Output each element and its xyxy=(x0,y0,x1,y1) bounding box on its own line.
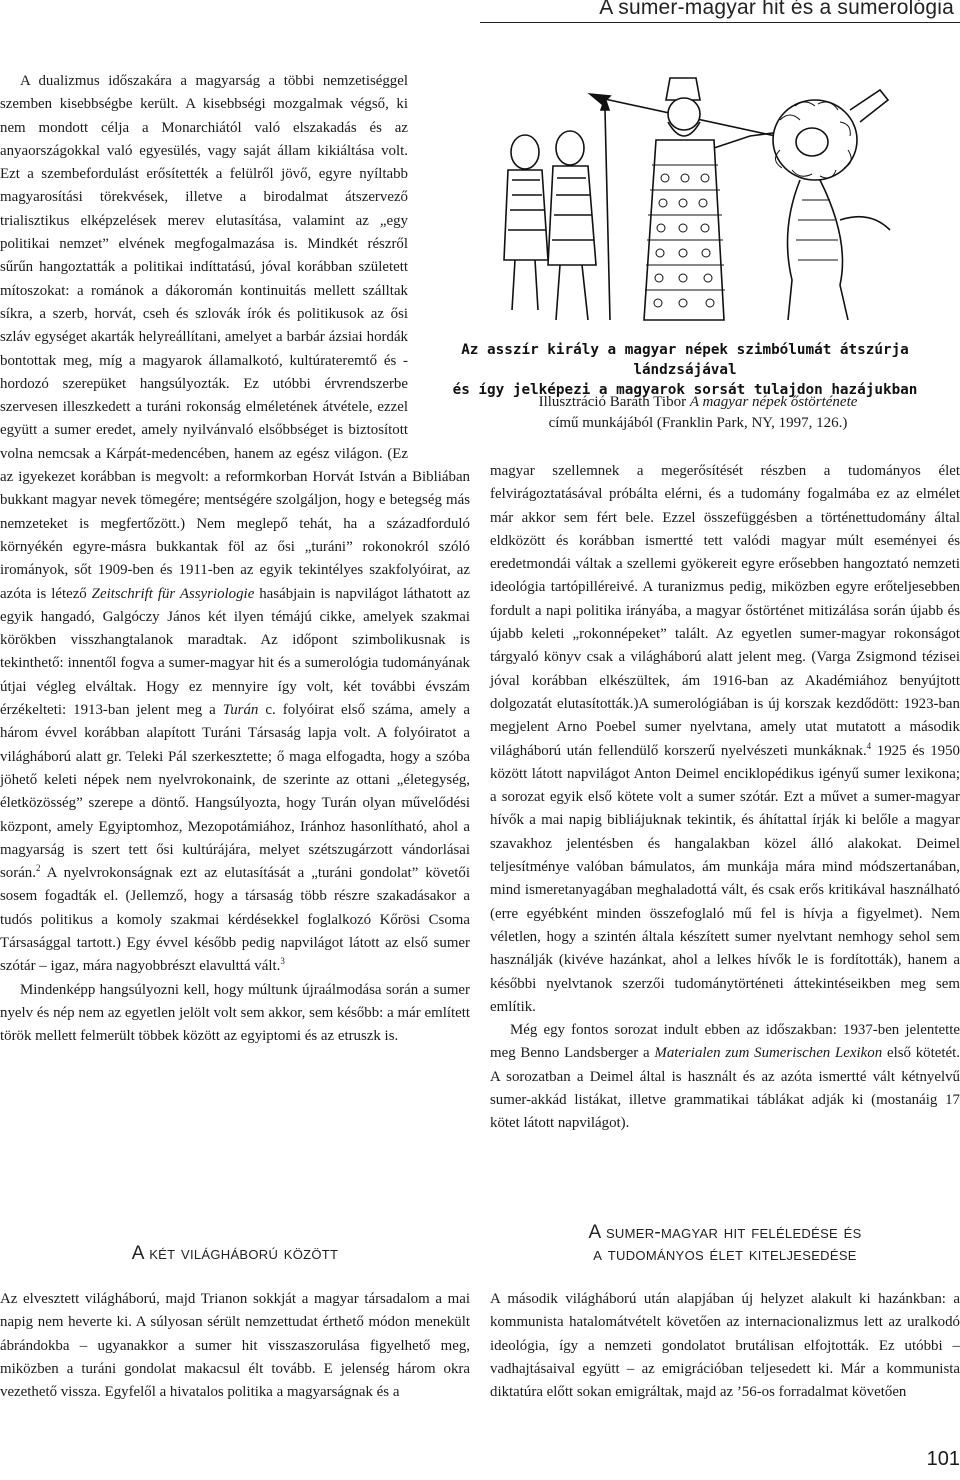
paragraph: Az elvesztett világháború, majd Trianon sokkját a magyar társadalom a mai napig nem heverte ki. A súlyosan sérült nemzettudat érthető módon menekült ábrándokba – ugyanakkor a sumer hit visszaszorulása figyelhető meg, miközben a turáni gondolat makacsul élt tovább. E jelenség három okra vezethető vissza. Egyfelől a hivatalos politika a magyarságnak és a xyxy=(0,1291,470,1401)
italic-journal-title: Turán xyxy=(222,702,259,719)
text-run: Még egy fontos sorozat indult ebben az időszakban: 1937-ben jelentette meg Benno Landsberger a xyxy=(490,1022,960,1062)
attendant-head xyxy=(556,131,584,165)
text-run: hasábjain is napvilágot láthatott az egyik hangadó, Galgóczy János két ilyen témájú cikke, amelyek szakmai körökben visszhangtalanok maradtak. Az időpont szimbolikusnak is tekinthető: innentől fogva a sumer-magyar hit és a sumerológia tudományának útjai végleg elváltak. Hogy ez mennyire így volt, két további évszám érzékelteti: 1913-ban jelent meg a xyxy=(0,585,470,719)
caption-text: Illusztráció Baráth Tibor xyxy=(538,394,690,410)
section-heading xyxy=(490,1222,960,1266)
paragraph xyxy=(490,1019,960,1135)
text-run: 1925 és 1950 között látott napvilágot Anton Deimel enciklopédikus igényű sumer lexikona; a sorozat egyik első kötete volt a sumer szótár. Ezt a művet a sumer-magyar hívők a mai napig bibliájuknak tekintik, és áhítattal írják ki belőle a magyar szavakhoz jelentésben és hangalakban közel álló alakokat. Deimel teljesítménye valóban bámulatos, ám munkája mára mind módszertanában, mind ismeretanyagában meghaladottá vált, és csak erős kritikával használható (erre egyébként minden összefoglaló mű fel is hívja a figyelmet). Nem véletlen, hogy a szintén általa készített sumer nyelvtant nemhogy sehol sem használják (kivéve hazánkat, ahol a lelkes hívők le is fordították), hanem a későbbi nyelvtanok szerzői tudománytörténeti áttekintéseikben meg sem említik. xyxy=(490,742,960,1015)
paragraph: A második világháború után alapjában új helyzet alakult ki hazánkban: a kommunista hatalomátvételt követően az internacionalizmus lett az uralkodó ideológia, így a nemzeti gondolatot brutálisan elfojtották. Ez utóbbi – vadhajtásaival együtt – az emigrációban teljesedett ki. Már a kommunista diktatúra előtt sokan emigráltak, majd az ’56-os forradalmat követően xyxy=(490,1291,960,1401)
king-crown xyxy=(666,78,700,100)
section-heading-line: a tudományos élet kiteljesedése xyxy=(593,1244,857,1265)
caption-book-title: A magyar népek őstörténete xyxy=(689,394,858,410)
right-column-text xyxy=(490,460,960,1136)
king-robe xyxy=(644,140,724,320)
section-heading: A két világháború között xyxy=(131,1243,339,1264)
italic-journal-title: Zeitschrift für Assyriologie xyxy=(91,585,255,602)
relief-inscription-line: és így jelképezi a magyarok sorsát tulajdon hazájukban xyxy=(452,382,918,398)
lion-face xyxy=(796,128,828,156)
section-heading-line: A sumer-magyar hit feléledése és xyxy=(588,1222,862,1243)
text-run: magyar szellemnek a megerősítését részben a tudományos élet felvirágoztatásával próbálta elérni, és a tudomány fogalmába ez az elmélet már akkor sem fért bele. Ezzel összefüggésben a történettudomány által eldközött és korábban ismertté tett valódi magyar múlt eseményei és eredetmondái váltak a szellemi gyökereit egyre erősebben hangoztató nemzeti ideológia tartópilléreivé. A turanizmus pedig, miközben egyre erőteljesebben fordult a napi politika irányába, a magyar őstörténet mitizálása során újabb és újabb keleti „rokonnépeket” talált. Az egyetlen sumer-magyar rokonságot tárgyaló könyv csak a világháború alatt jelent meg. (Varga Zsigmond tézisei jóval korábban elkészültek, ám 1916-ban az Akadémiához benyújtott dolgozatát elutasították.)A sumerológiában is új korszak kezdődött: 1923-ban megjelent Arno Poebel sumer nyelvtana, amely utat mutatott a második világháború után fellendülő korszerű nyelvészeti munkáknak. xyxy=(490,463,960,759)
text-run: első kötetét. A sorozatban a Deimel által is használt és az azóta ismertté vált kétnyelvű sumer-akkád listákat, illetve grammatikai táblákat adják ki (mostanáig 17 kötet látott napvilágot). xyxy=(490,1045,960,1132)
lion-body xyxy=(788,180,849,320)
attendant-head xyxy=(511,135,539,169)
footnote-marker[interactable]: 3 xyxy=(280,956,285,967)
footnote-marker[interactable]: 2 xyxy=(35,863,41,874)
paragraph xyxy=(0,70,470,979)
paragraph xyxy=(490,460,960,1019)
text-run: c. folyóirat első száma, amely a három évvel korábban alapított Turáni Társaság lapja volt. A folyóiratot a világháború alatt gr. Teleki Pál szerkesztette; ő maga elfogadta, hogy a szóba jöhető keleti népek nem nyelvrokonaink, de szerinte az ottani „életegység, életközösség” szerepe a döntő. Hangsúlyozta, hogy Turán olyan művelődési központ, amely Egyiptomhoz, Mezopotámiához, Iránhoz hasonlítható, ahol a magyarság is szert tett ősi kultúrájára, melyet szétszugárzott vándorlásai során. xyxy=(0,702,470,882)
header-rule xyxy=(480,22,960,23)
illustration-caption xyxy=(478,392,918,434)
relief-inscription xyxy=(425,340,945,400)
footnote-marker[interactable]: 4 xyxy=(866,740,872,751)
right-section-text xyxy=(490,1288,960,1404)
text-run: A dualizmus időszakára a magyarság a többi nemzetiséggel szemben kisebbségbe került. A kisebbségi mozgalmak végső, ki nem mondott célja a Monarchiától való elszakadás és az anyaországokkal való egyesülés, vagy saját állam kikiáltása volt. Ezt a szembefordulást erősítették a felülről jövő, egyre nyíltabb magyarosítási törekvések, illetve a birodalmat átszervező trialisztikus elképzelések merev elutasítása, valamint az „egy politikai nemzet” elvének megfogalmazása is. Mindkét részről sűrűn hangoztatták a politikai indíttatású, jóval korábban született mítoszokat: a románok a dákoromán kontinuitás mellett szálltak síkra, a szerb, horvát, cseh és szlovák írók és politikusok az ősi szláv egységet akarták helyreállítani, amelyet a barbár ázsiai hordák bontottak meg, míg a magyarok államalkotó, kultúrateremtő és -hordozó szerepüket hangsúlyozták. Ez utóbbi érvrendszerbe szervesen illeszkedett a turáni rokonság elméletének átvétele, ezzel együtt a sumer eredet, amely nyilvánvaló elsőbbséget is biztosított volna nemcsak a Kárpát-medencében, hanem az egész világon. (Ez az igyekezet korábban is megvolt: a reformkorban Horvát István a Bibliában bukkant magyar nevek tömegére; mentségére szolgáljon, hogy e betegség más nemzeteket is megfertőzött.) Nem meglepő tehát, ha a századforduló környékén egyre-másra bukkantak föl az ősi „turáni” rokonokról szóló irományok, sőt 1909-ben és 1911-ben az egyik tekintélyes szakfolyóirat, az azóta is létező xyxy=(0,73,470,602)
left-column-text xyxy=(0,70,470,1200)
left-section-text xyxy=(0,1288,470,1404)
page-number: 101 xyxy=(926,1448,960,1470)
caption-text: című munkájából (Franklin Park, NY, 1997, 126.) xyxy=(548,415,848,431)
attendant-spear xyxy=(605,110,610,320)
relief-inscription-line: Az asszír király a magyar népek szimbólumát átszúrja lándzsájával xyxy=(461,342,909,378)
paragraph: Mindenképp hangsúlyozni kell, hogy múltunk újraálmodása során a sumer nyelv és nép nem az egyetlen jelölt volt sem akkor, sem később: a már említett török mellett felmerült többek között az egyiptomi és az etruszk is. xyxy=(0,981,470,1045)
italic-series-title: Materialen zum Sumerischen Lexikon xyxy=(654,1045,883,1062)
running-header-title: A sumer-magyar hit és a sumerológia xyxy=(599,0,954,19)
relief-drawing xyxy=(420,70,960,340)
text-run: A nyelvrokonságnak ezt az elutasítását a „turáni gondolat” követői sosem fogadták el. (Jellemző, hogy a társaság több részre szakadásakor a tudós politikus a komoly szakmai kérdésekkel foglalkozó Kőrösi Csoma Társasággal tartott.) Egy évvel később pedig napvilágot látott az első sumer szótár – igaz, mára nagyobbrészt elavulttá vált. xyxy=(0,865,470,975)
